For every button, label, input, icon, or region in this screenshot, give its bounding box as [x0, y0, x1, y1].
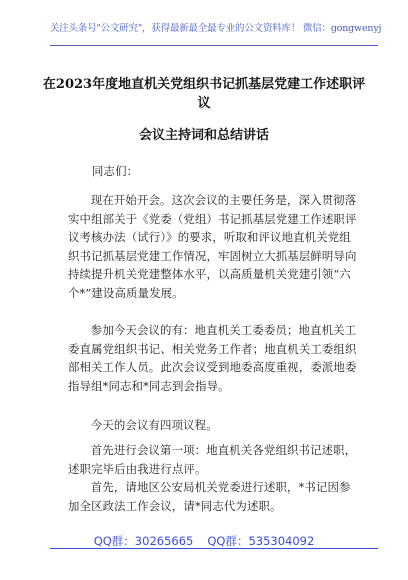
header-banner-text: 关注头条号"公文研究"，获得最新最全最专业的公文资料库！ 微信：gongwenyj [50, 23, 382, 34]
paragraph-agenda: 今天的会议有四项议程。 [90, 418, 218, 432]
footer-divider [50, 548, 378, 549]
page-footer [0, 533, 408, 549]
paragraph-first-speaker: 首先，请地区公安局机关党委进行述职，*书记因参加全区政法工作会议，请*同志代为述职。 [68, 480, 351, 513]
paragraph-attendees: 参加今天会议的有：地直机关工委委员；地直机关工委直属党组织书记、相关党务工作者；地直机关工委组织部相关工作人员。此次会议受到地委高度重视，委派地委指导组*同志和*同志到会指导。 [68, 323, 357, 393]
salutation: 同志们： [92, 164, 139, 178]
header-divider [50, 45, 378, 46]
paragraph-item-one: 首先进行会议第一项：地直机关各党组织书记述职，述职完毕后由我进行点评。 [68, 443, 357, 476]
page-header [50, 10, 382, 46]
document-title-line-2: 会议主持词和总结讲话 [138, 128, 269, 143]
document-title-line-1: 在2023年度地直机关党组织书记抓基层党建工作述职评议 [42, 77, 366, 111]
footer-qq-group-1: QQ群：30265665 [93, 534, 194, 548]
paragraph-opening: 现在开始开会。这次会议的主要任务是，深入贯彻落实中组部关于《党委（党组）书记抓基层党建工作述职评议考核办法（试行）》的要求，听取和评议地直机关党组织书记抓基层党建工作情况，牢固树立大抓基层鲜明导向持续提升机关党建整体水平，以高质量机关党建引领“六个*”建设高质量发展。 [68, 193, 357, 300]
footer-qq-group-2: QQ群：535304092 [207, 534, 315, 548]
